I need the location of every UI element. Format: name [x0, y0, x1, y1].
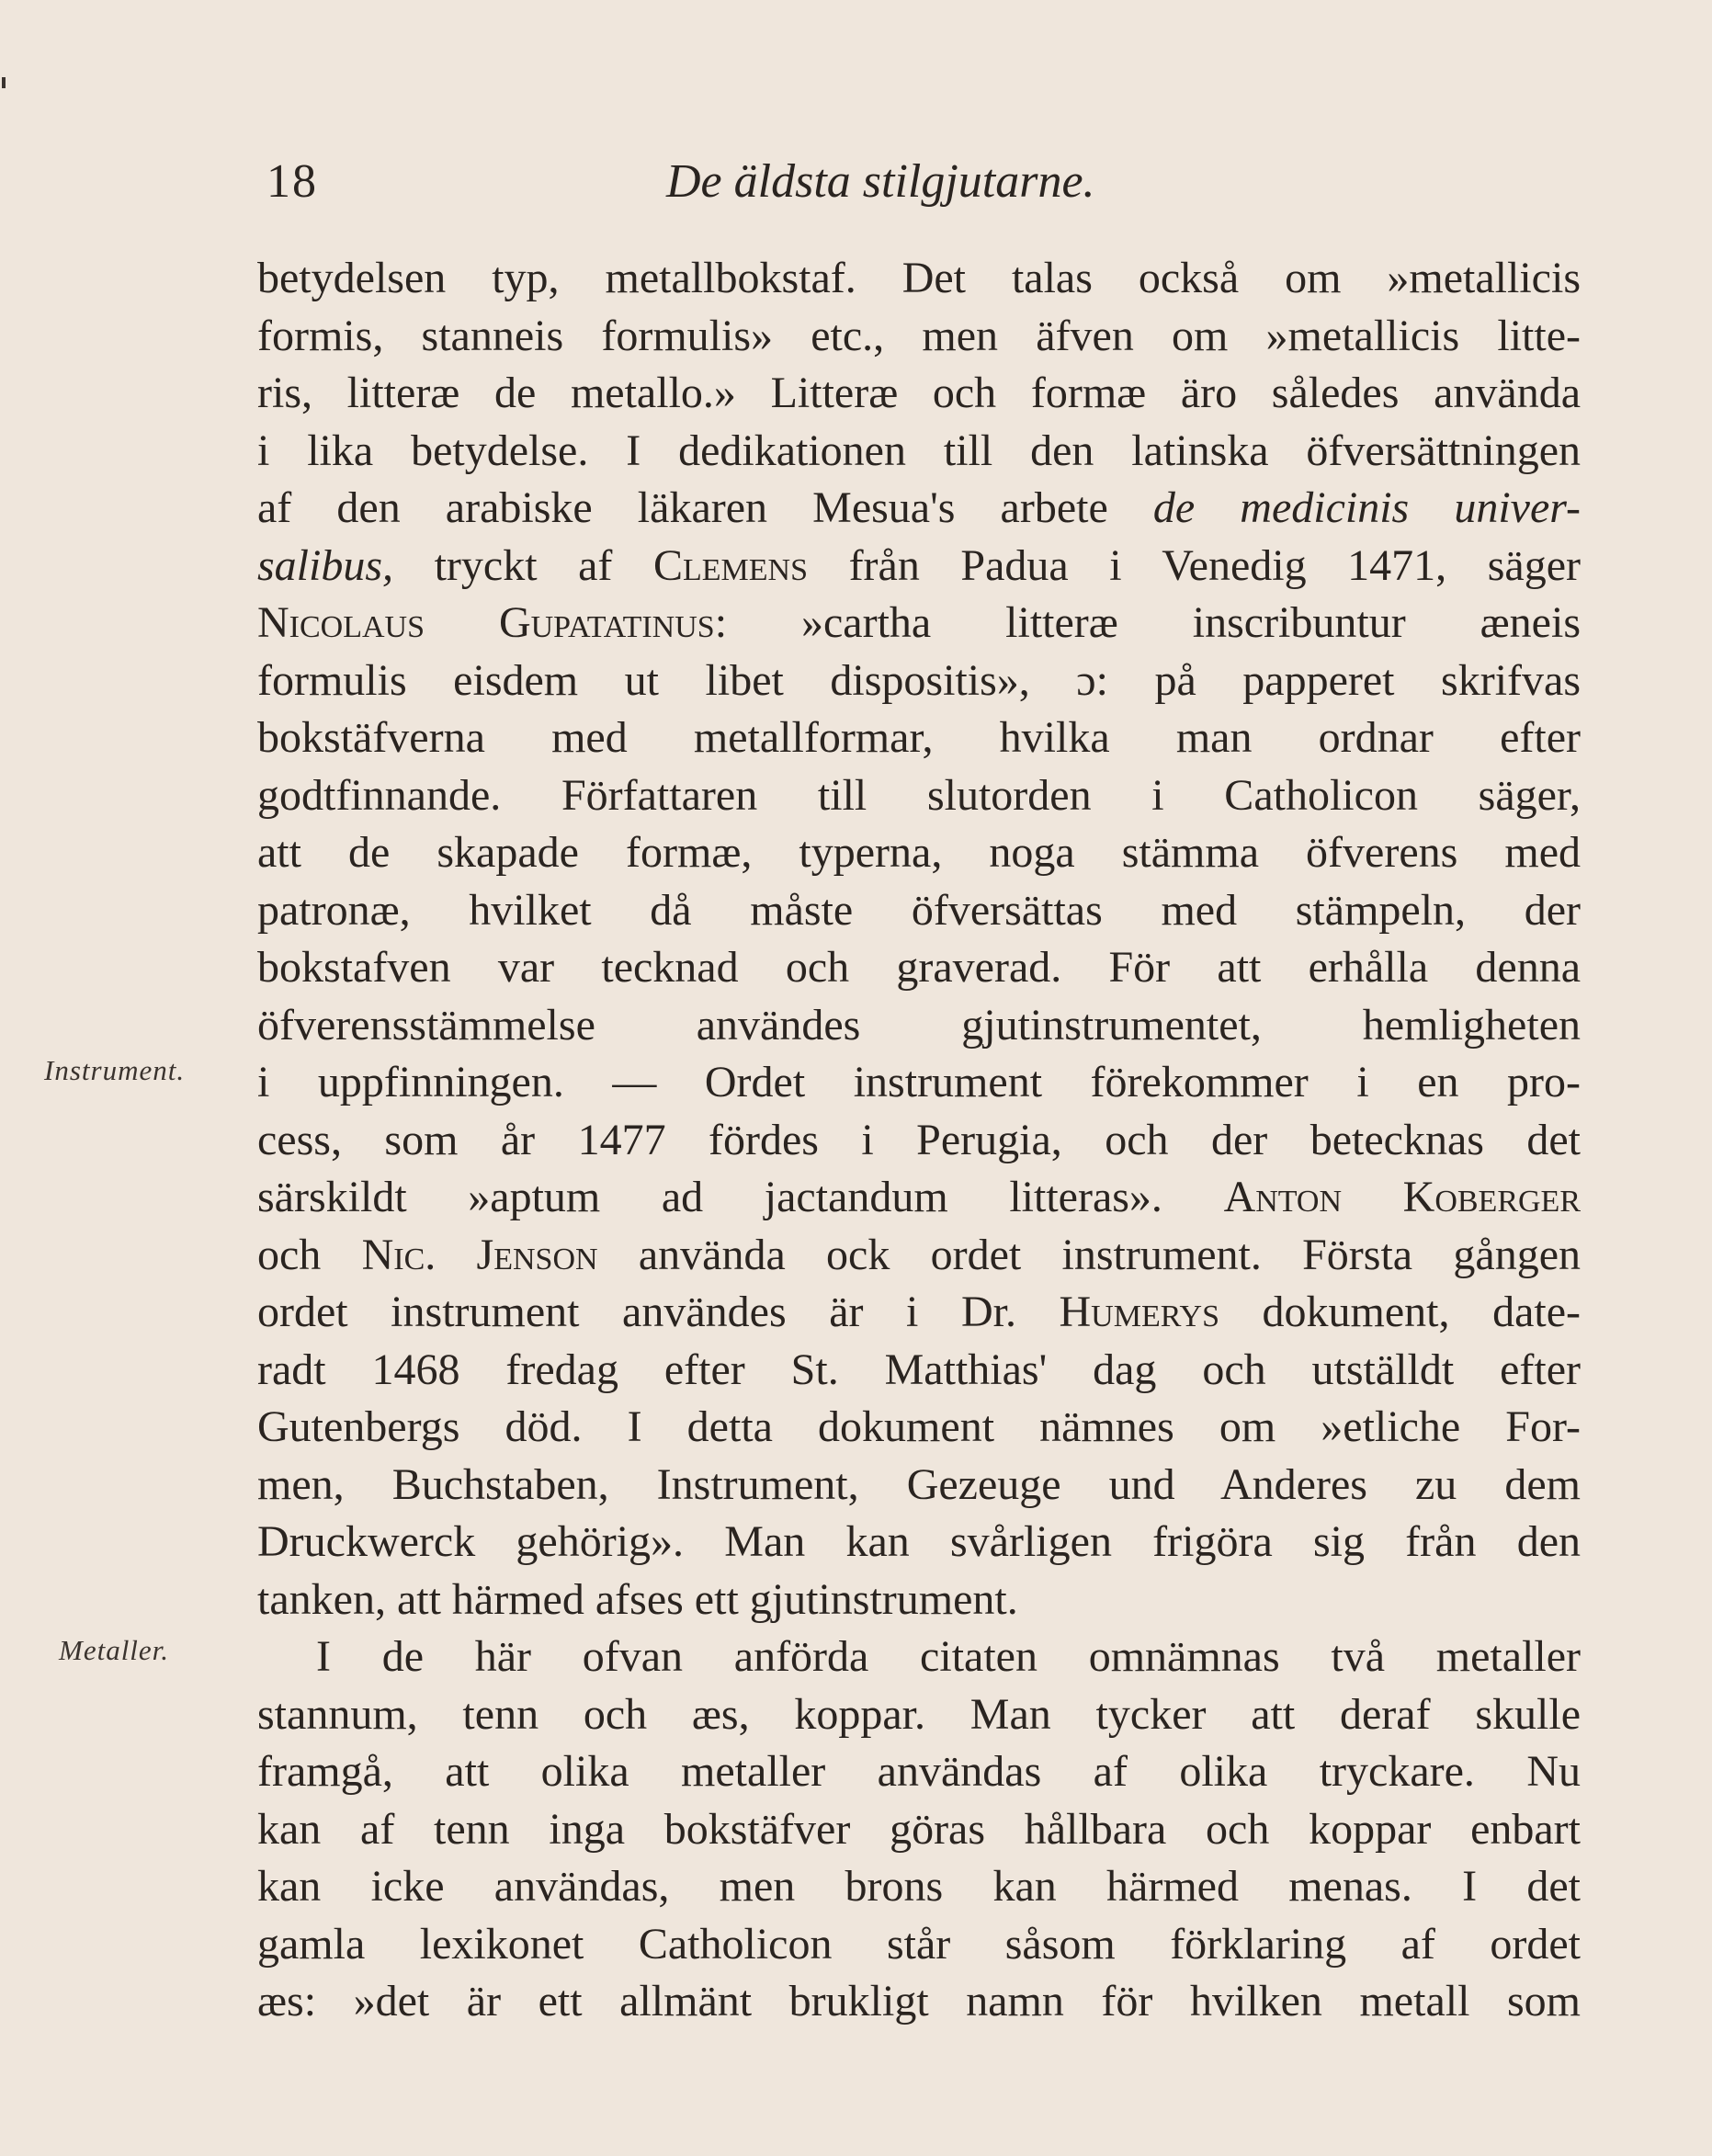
text-line: patronæ, hvilket då måste öfversättas med stämpeln, der [257, 885, 1581, 935]
body-text [257, 250, 1581, 2031]
text-line: Druckwerck gehörig». Man kan svårligen frigöra sig från den [257, 1517, 1581, 1566]
italic-title: salibus, [257, 540, 394, 590]
small-caps-name: Clemens [652, 540, 808, 590]
text-line: cess, som år 1477 fördes i Perugia, och der betecknas det [257, 1115, 1581, 1164]
text-line: radt 1468 fredag efter St. Matthias' dag och utställdt efter [257, 1345, 1581, 1394]
small-caps-name: Humerys [1059, 1288, 1219, 1336]
text-line: salibus, tryckt af Clemens från Padua i Venedig 1471, säger [257, 540, 1581, 590]
stray-print-mark [2, 77, 6, 88]
text-line: kan af tenn inga bokstäfver göras hållbara och koppar enbart [257, 1804, 1581, 1854]
page-header [257, 154, 1581, 219]
italic-title: de medicinis univer- [1152, 483, 1581, 532]
text-line: af den arabiske läkaren Mesua's arbete de medicinis univer- [257, 483, 1581, 532]
text-line: formulis eisdem ut libet dispositis», ɔ: på papperet skrifvas [257, 655, 1581, 705]
text-line: öfverensstämmelse användes gjutinstrumentet, hemligheten [257, 1000, 1581, 1050]
small-caps-name: Nic. Jenson [361, 1230, 598, 1279]
text-line: godtfinnande. Författaren till slutorden i Catholicon säger, [257, 770, 1581, 820]
text-line: gamla lexikonet Catholicon står såsom förklaring af ordet [257, 1919, 1581, 1969]
text-line: ordet instrument användes är i Dr. Humerys dokument, date- [257, 1288, 1581, 1336]
text-line: och Nic. Jenson använda ock ordet instrument. Första gången [257, 1230, 1581, 1279]
text-line: i lika betydelse. I dedikationen till den latinska öfversättningen [257, 426, 1581, 475]
running-title: De äldsta stilgjutarne. [666, 155, 1095, 208]
text-line: i uppfinningen. — Ordet instrument förekommer i en pro- [257, 1058, 1581, 1106]
text-line: kan icke användas, men brons kan härmed menas. I det [257, 1862, 1581, 1911]
text-line: särskildt »aptum ad jactandum litteras». Anton Koberger [257, 1173, 1581, 1221]
page-number: 18 [266, 155, 318, 208]
text-line: formis, stanneis formulis» etc., men äfven om »metallicis litte- [257, 311, 1581, 360]
text-line: stannum, tenn och æs, koppar. Man tycker att deraf skulle [257, 1689, 1581, 1739]
text-line: betydelsen typ, metallbokstaf. Det talas också om »metallicis [257, 254, 1581, 302]
text-line: æs: »det är ett allmänt brukligt namn för hvilken metall som [257, 1977, 1581, 2026]
text-line: bokstäfverna med metallformar, hvilka man ordnar efter [257, 713, 1581, 762]
text-line: Gutenbergs död. I detta dokument nämnes om »etliche For- [257, 1402, 1581, 1451]
text-line: tanken, att härmed afses ett gjutinstrument. [257, 1574, 1018, 1624]
margin-note-instrument: Instrument. [44, 1054, 186, 1086]
text-line: men, Buchstaben, Instrument, Gezeuge und Anderes zu dem [257, 1459, 1581, 1509]
text-line: I de här ofvan anförda citaten omnämnas två metaller [316, 1632, 1581, 1681]
small-caps-name: Nicolaus Gupatatinus [257, 598, 715, 647]
text-line: Nicolaus Gupatatinus: »cartha litteræ inscribuntur æneis [257, 598, 1581, 647]
text-line: framgå, att olika metaller användas af olika tryckare. Nu [257, 1747, 1581, 1796]
text-line: ris, litteræ de metallo.» Litteræ och formæ äro således använda [257, 369, 1581, 417]
small-caps-name: Anton Koberger [1223, 1173, 1581, 1221]
text-line: att de skapade formæ, typerna, noga stämma öfverens med [257, 828, 1581, 877]
margin-note-metaller: Metaller. [59, 1634, 170, 1666]
text-line: bokstafven var tecknad och graverad. För att erhålla denna [257, 943, 1581, 992]
